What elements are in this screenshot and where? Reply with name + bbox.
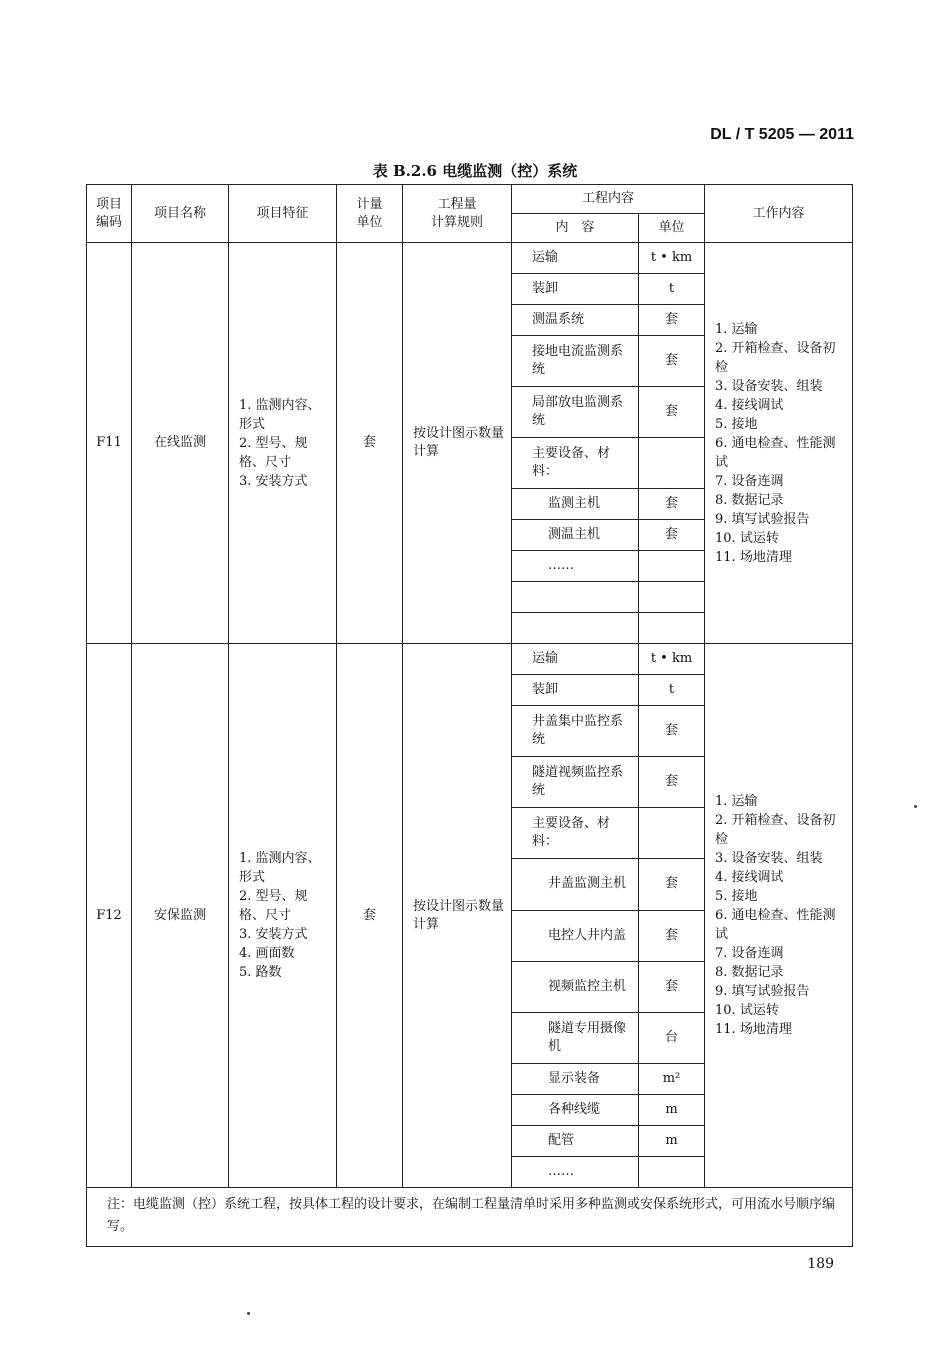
work-item: 4. 接线调试: [715, 870, 784, 885]
feature-item: 2. 型号、规格、尺寸: [239, 435, 308, 470]
content-unit: t • km: [639, 243, 705, 274]
work-item: 4. 接线调试: [715, 397, 784, 413]
header-unit: 计量 单位: [337, 185, 403, 243]
feature-item: 2. 型号、规格、尺寸: [239, 889, 308, 923]
work-item: 11. 场地清理: [715, 549, 792, 565]
table-note: 注：电缆监测（控）系统工程，按具体工程的设计要求，在编制工程量清单时采用多种监测或安保系统形式，可用流水号顺序编写。: [87, 1187, 853, 1246]
content-item: ……: [512, 1156, 639, 1187]
work-item: 5. 接地: [715, 889, 758, 904]
work-item: 8. 数据记录: [715, 965, 784, 980]
content-item: 配管: [512, 1125, 639, 1156]
content-item: 主要设备、材料：: [512, 438, 639, 489]
content-unit: t: [639, 675, 705, 706]
work-item: 10. 试运转: [715, 1003, 779, 1018]
content-unit: [639, 551, 705, 582]
content-unit: 套: [639, 489, 705, 520]
table-title: 表 B.2.6 电缆监测（控）系统: [372, 162, 578, 180]
work-item: 3. 设备安装、组装: [715, 851, 823, 866]
row-work: [705, 644, 853, 1187]
row-rule: 按设计图示数量计算: [403, 243, 512, 644]
content-unit: 套: [639, 387, 705, 438]
content-item: 装卸: [512, 675, 639, 706]
work-item: 9. 填写试验报告: [715, 511, 810, 527]
content-item: 各种线缆: [512, 1094, 639, 1125]
content-item: 测温系统: [512, 305, 639, 336]
work-item: 2. 开箱检查、设备初检: [715, 340, 836, 375]
content-unit: [639, 582, 705, 613]
content-item: 运输: [512, 243, 639, 274]
work-item: 7. 设备连调: [715, 946, 784, 961]
feature-item: 4. 画面数: [239, 946, 295, 961]
work-item: 7. 设备连调: [715, 473, 784, 489]
header-feature: 项目特征: [229, 185, 337, 243]
page-number: 189: [807, 1256, 834, 1272]
work-item: 6. 通电检查、性能测试: [715, 435, 836, 470]
row-features: [229, 243, 337, 644]
scan-speck: [247, 1312, 250, 1315]
row-features: [229, 644, 337, 1187]
feature-item: 3. 安装方式: [239, 927, 308, 942]
header-rule: 工程量 计算规则: [403, 185, 512, 243]
row-code: F11: [87, 243, 132, 644]
content-item: [512, 613, 639, 644]
header-code: 项目 编码: [87, 185, 132, 243]
content-unit: [639, 1156, 705, 1187]
content-item: 井盖监测主机: [512, 859, 639, 910]
feature-item: 5. 路数: [239, 965, 282, 980]
content-unit: 台: [639, 1012, 705, 1063]
content-unit: t • km: [639, 644, 705, 675]
content-item: 电控人井内盖: [512, 910, 639, 961]
row-unit: 套: [337, 243, 403, 644]
row-rule: 按设计图示数量计算: [403, 644, 512, 1187]
work-item: 3. 设备安装、组装: [715, 378, 823, 394]
content-item: 隧道专用摄像机: [512, 1012, 639, 1063]
content-unit: t: [639, 274, 705, 305]
content-unit: 套: [639, 961, 705, 1012]
scan-speck: [914, 805, 917, 808]
content-unit: [639, 613, 705, 644]
content-item: 井盖集中监控系统: [512, 706, 639, 757]
row-code: F12: [87, 644, 132, 1187]
work-item: 8. 数据记录: [715, 492, 784, 508]
content-item: 视频监控主机: [512, 961, 639, 1012]
content-unit: 套: [639, 305, 705, 336]
content-unit: 套: [639, 859, 705, 910]
work-item: 9. 填写试验报告: [715, 984, 810, 999]
content-item: 接地电流监测系统: [512, 336, 639, 387]
content-unit: m: [639, 1094, 705, 1125]
content-unit: 套: [639, 336, 705, 387]
work-item: 6. 通电检查、性能测试: [715, 908, 836, 942]
content-item: [512, 582, 639, 613]
header-work: 工作内容: [705, 185, 853, 243]
content-unit: [639, 808, 705, 859]
content-unit: 套: [639, 910, 705, 961]
work-item: 11. 场地清理: [715, 1022, 792, 1037]
work-item: 1. 运输: [715, 794, 758, 809]
content-unit: 套: [639, 757, 705, 808]
content-item: 局部放电监测系统: [512, 387, 639, 438]
work-item: 2. 开箱检查、设备初检: [715, 813, 836, 847]
header-name: 项目名称: [132, 185, 229, 243]
content-unit: m: [639, 1125, 705, 1156]
content-item: 主要设备、材料：: [512, 808, 639, 859]
row-name: 在线监测: [132, 243, 229, 644]
content-item: 监测主机: [512, 489, 639, 520]
header-content: 内 容: [512, 214, 639, 243]
feature-item: 1. 监测内容、形式: [239, 851, 321, 885]
content-unit: 套: [639, 706, 705, 757]
row-unit: 套: [337, 644, 403, 1187]
feature-item: 3. 安装方式: [239, 473, 308, 489]
content-item: 隧道视频监控系统: [512, 757, 639, 808]
header-content-group: 工程内容: [512, 185, 705, 214]
content-unit: 套: [639, 520, 705, 551]
row-name: 安保监测: [132, 644, 229, 1187]
work-item: 5. 接地: [715, 416, 758, 432]
row-work: [705, 243, 853, 644]
content-item: 运输: [512, 644, 639, 675]
header-content-unit: 单位: [639, 214, 705, 243]
content-unit: m²: [639, 1063, 705, 1094]
content-item: 装卸: [512, 274, 639, 305]
work-item: 1. 运输: [715, 321, 758, 337]
content-item: 显示装备: [512, 1063, 639, 1094]
content-unit: [639, 438, 705, 489]
content-item: ……: [512, 551, 639, 582]
work-item: 10. 试运转: [715, 530, 779, 546]
standard-number: DL / T 5205 — 2011: [710, 126, 854, 143]
feature-item: 1. 监测内容、形式: [239, 397, 321, 432]
content-item: 测温主机: [512, 520, 639, 551]
cable-monitoring-table: [86, 184, 852, 1247]
